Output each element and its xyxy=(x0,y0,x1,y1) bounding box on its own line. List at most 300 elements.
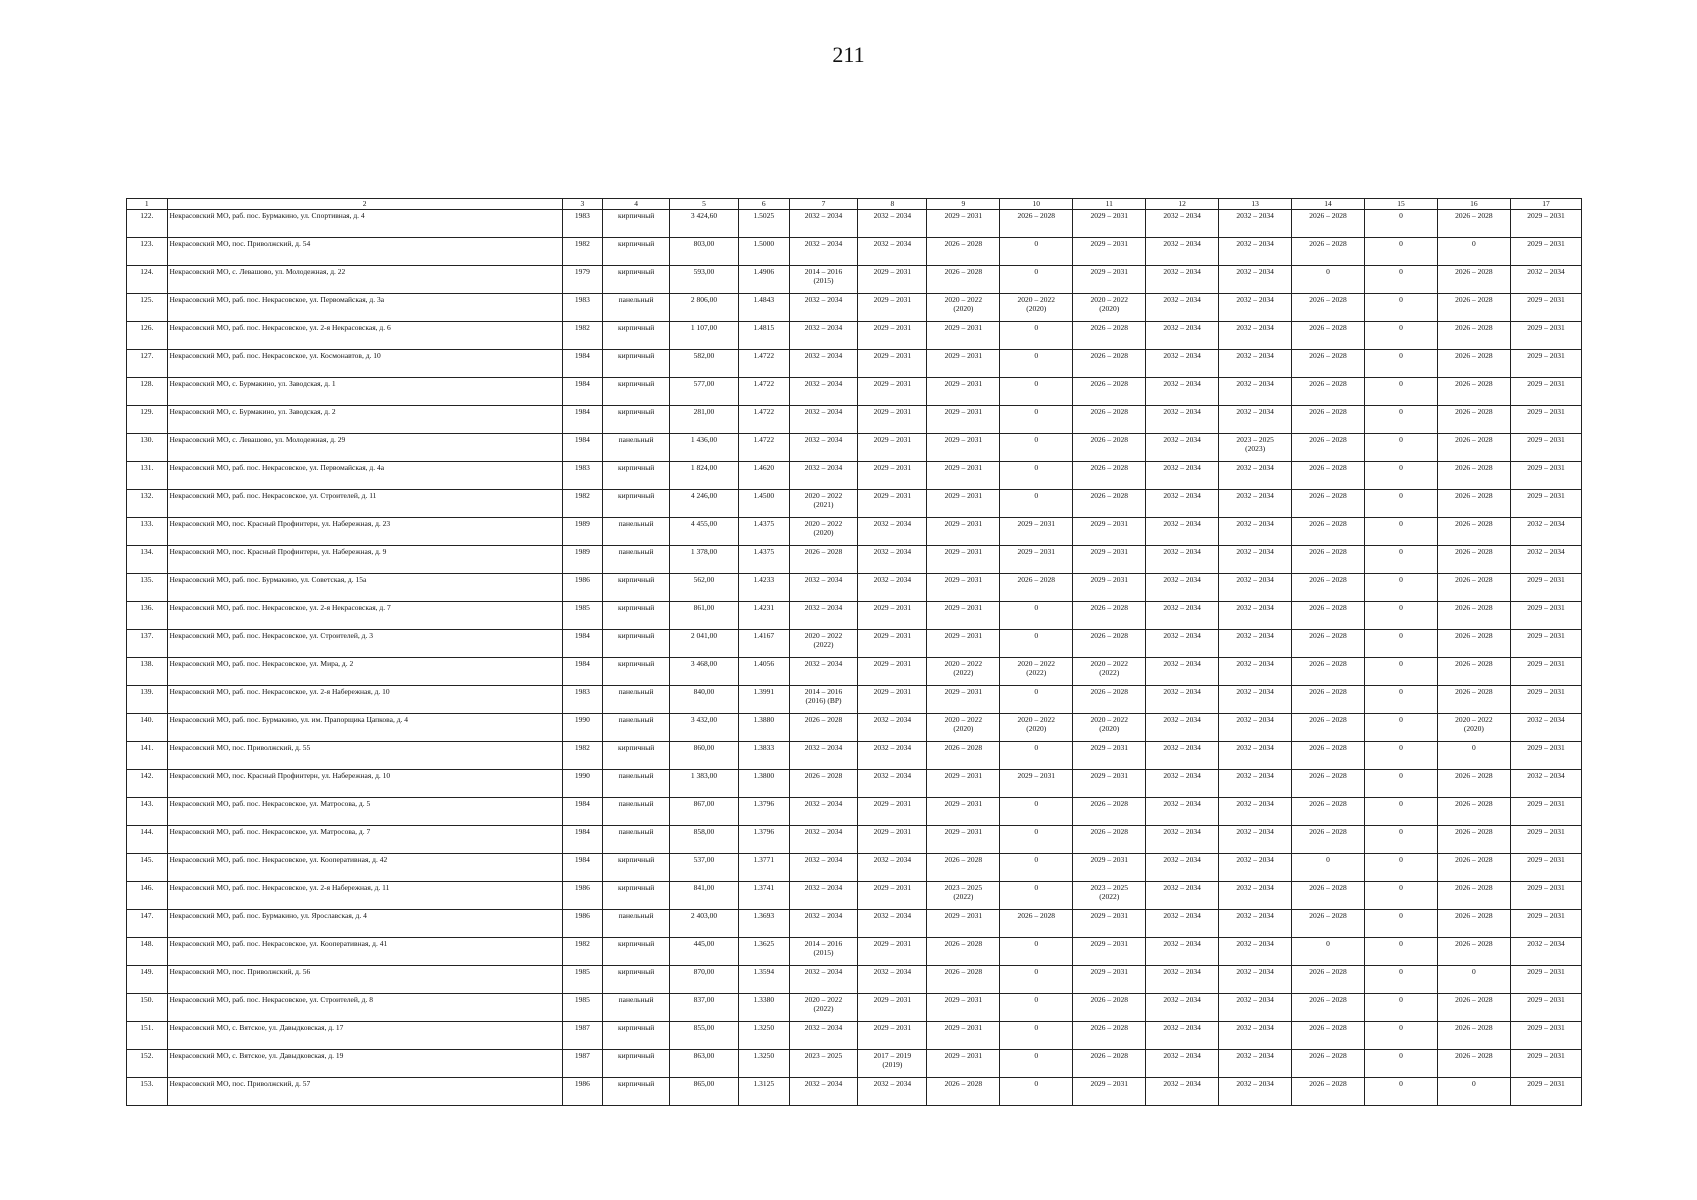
table-cell: 2026 – 2028 xyxy=(1292,658,1365,686)
table-cell: 0 xyxy=(1365,798,1438,826)
table-cell: 2032 – 2034 xyxy=(858,210,927,238)
table-cell: 1983 xyxy=(562,210,603,238)
table-cell: 2026 – 2028 xyxy=(1073,1022,1146,1050)
table-cell: 2032 – 2034 xyxy=(1146,518,1219,546)
table-cell: 2032 – 2034 xyxy=(789,1078,858,1106)
row-number-cell: 147. xyxy=(127,910,168,938)
table-cell: 2032 – 2034 xyxy=(1219,238,1292,266)
table-cell: 2029 – 2031 xyxy=(1510,826,1581,854)
table-cell: 1982 xyxy=(562,322,603,350)
table-cell: 2029 – 2031 xyxy=(1073,574,1146,602)
table-cell: 2026 – 2028 xyxy=(1073,322,1146,350)
table-cell: 0 xyxy=(1365,1022,1438,1050)
table-cell: 1.3380 xyxy=(738,994,789,1022)
table-cell: 2023 – 2025 (2022) xyxy=(1073,882,1146,910)
table-cell: 2026 – 2028 xyxy=(1437,658,1510,686)
table-cell: 2032 – 2034 xyxy=(1219,266,1292,294)
column-header: 5 xyxy=(670,199,739,210)
table-cell: 2029 – 2031 xyxy=(1510,602,1581,630)
table-cell: 2026 – 2028 xyxy=(1437,210,1510,238)
column-header: 13 xyxy=(1219,199,1292,210)
table-cell: 2014 – 2016 (2015) xyxy=(789,938,858,966)
table-cell: 2020 – 2022 (2022) xyxy=(789,630,858,658)
row-number-cell: 130. xyxy=(127,434,168,462)
table-cell: 0 xyxy=(1365,770,1438,798)
table-cell: кирпичный xyxy=(603,1022,670,1050)
table-cell: 1 378,00 xyxy=(670,546,739,574)
table-cell: 0 xyxy=(1000,322,1073,350)
table-cell: 4 455,00 xyxy=(670,518,739,546)
row-number-cell: 135. xyxy=(127,574,168,602)
table-header-row xyxy=(127,199,1582,210)
table-cell: 2032 – 2034 xyxy=(1510,938,1581,966)
table-row xyxy=(127,686,1582,714)
table-row xyxy=(127,854,1582,882)
table-cell: 1 107,00 xyxy=(670,322,739,350)
column-header: 10 xyxy=(1000,199,1073,210)
address-cell: Некрасовский МО, раб. пос. Некрасовское, ул. Первомайская, д. 4а xyxy=(167,462,562,490)
table-cell: 840,00 xyxy=(670,686,739,714)
table-cell: 2029 – 2031 xyxy=(858,350,927,378)
table-cell: кирпичный xyxy=(603,574,670,602)
table-cell: 2032 – 2034 xyxy=(1510,714,1581,742)
table-cell: 0 xyxy=(1365,966,1438,994)
table-cell: 0 xyxy=(1292,854,1365,882)
table-cell: 2032 – 2034 xyxy=(1219,994,1292,1022)
table-cell: 1.3625 xyxy=(738,938,789,966)
table-row xyxy=(127,1022,1582,1050)
table-cell: 1.3250 xyxy=(738,1050,789,1078)
table-cell: 1986 xyxy=(562,882,603,910)
table-cell: 1.4722 xyxy=(738,434,789,462)
table-cell: 2032 – 2034 xyxy=(1219,826,1292,854)
table-cell: 2032 – 2034 xyxy=(1146,630,1219,658)
table-cell: 2032 – 2034 xyxy=(789,826,858,854)
row-number-cell: 140. xyxy=(127,714,168,742)
table-cell: 863,00 xyxy=(670,1050,739,1078)
table-row xyxy=(127,910,1582,938)
table-cell: 2020 – 2022 (2022) xyxy=(789,994,858,1022)
address-cell: Некрасовский МО, с. Левашово, ул. Молодежная, д. 22 xyxy=(167,266,562,294)
table-cell: 2026 – 2028 xyxy=(1292,686,1365,714)
table-cell: 2029 – 2031 xyxy=(1073,938,1146,966)
table-cell: кирпичный xyxy=(603,854,670,882)
table-cell: 2032 – 2034 xyxy=(1146,294,1219,322)
table-cell: 2026 – 2028 xyxy=(1437,546,1510,574)
table-cell: 2029 – 2031 xyxy=(1073,1078,1146,1106)
table-cell: 1.4906 xyxy=(738,266,789,294)
table-cell: 2032 – 2034 xyxy=(1219,1078,1292,1106)
table-cell: 1.4843 xyxy=(738,294,789,322)
table-cell: 2032 – 2034 xyxy=(1219,686,1292,714)
table-cell: 2029 – 2031 xyxy=(927,1050,1000,1078)
table-cell: 2032 – 2034 xyxy=(789,966,858,994)
table-cell: 2032 – 2034 xyxy=(1146,994,1219,1022)
address-cell: Некрасовский МО, раб. пос. Некрасовское, ул. Строителей, д. 11 xyxy=(167,490,562,518)
table-cell: 0 xyxy=(1365,714,1438,742)
table-cell: 2029 – 2031 xyxy=(1510,490,1581,518)
address-cell: Некрасовский МО, раб. пос. Бурмакино, ул. Ярославская, д. 4 xyxy=(167,910,562,938)
table-cell: 0 xyxy=(1365,294,1438,322)
table-cell: 2026 – 2028 xyxy=(1292,1050,1365,1078)
table-row xyxy=(127,966,1582,994)
table-cell: 2026 – 2028 xyxy=(789,714,858,742)
table-cell: 2020 – 2022 (2022) xyxy=(1000,658,1073,686)
table-cell: 1984 xyxy=(562,378,603,406)
table-row xyxy=(127,714,1582,742)
table-cell: 2032 – 2034 xyxy=(789,658,858,686)
table-cell: 2026 – 2028 xyxy=(1073,994,1146,1022)
table-cell: 2032 – 2034 xyxy=(1219,462,1292,490)
table-cell: 2029 – 2031 xyxy=(858,826,927,854)
table-cell: 2032 – 2034 xyxy=(1219,854,1292,882)
address-cell: Некрасовский МО, раб. пос. Некрасовское, ул. 2-я Набережная, д. 11 xyxy=(167,882,562,910)
address-cell: Некрасовский МО, раб. пос. Некрасовское, ул. Кооперативная, д. 42 xyxy=(167,854,562,882)
table-cell: 3 424,60 xyxy=(670,210,739,238)
table-cell: 2032 – 2034 xyxy=(789,462,858,490)
row-number-cell: 123. xyxy=(127,238,168,266)
table-row xyxy=(127,518,1582,546)
table-cell: 1987 xyxy=(562,1050,603,1078)
table-cell: 2029 – 2031 xyxy=(927,994,1000,1022)
table-cell: 2020 – 2022 (2020) xyxy=(1073,294,1146,322)
table-cell: 2032 – 2034 xyxy=(858,966,927,994)
table-cell: 1.3771 xyxy=(738,854,789,882)
table-cell: 2032 – 2034 xyxy=(789,602,858,630)
table-cell: 2 403,00 xyxy=(670,910,739,938)
address-cell: Некрасовский МО, пос. Красный Профинтерн, ул. Набережная, д. 9 xyxy=(167,546,562,574)
table-cell: 2032 – 2034 xyxy=(1146,490,1219,518)
address-cell: Некрасовский МО, раб. пос. Некрасовское, ул. Первомайская, д. 3а xyxy=(167,294,562,322)
table-cell: 0 xyxy=(1365,630,1438,658)
table-cell: 855,00 xyxy=(670,1022,739,1050)
table-cell: 837,00 xyxy=(670,994,739,1022)
table-cell: 0 xyxy=(1365,826,1438,854)
table-cell: 2032 – 2034 xyxy=(1146,714,1219,742)
table-cell: 2029 – 2031 xyxy=(1073,546,1146,574)
table-cell: 867,00 xyxy=(670,798,739,826)
table-cell: 2032 – 2034 xyxy=(1219,1022,1292,1050)
table-cell: 0 xyxy=(1000,378,1073,406)
table-cell: 841,00 xyxy=(670,882,739,910)
address-cell: Некрасовский МО, раб. пос. Некрасовское, ул. Строителей, д. 8 xyxy=(167,994,562,1022)
row-number-cell: 124. xyxy=(127,266,168,294)
table-cell: 2032 – 2034 xyxy=(858,238,927,266)
table-cell: 2029 – 2031 xyxy=(927,462,1000,490)
table-cell: 2029 – 2031 xyxy=(1510,658,1581,686)
table-cell: 2020 – 2022 (2020) xyxy=(927,714,1000,742)
table-cell: 0 xyxy=(1000,742,1073,770)
table-cell: 2032 – 2034 xyxy=(1219,210,1292,238)
table-cell: 2029 – 2031 xyxy=(858,798,927,826)
table-cell: панельный xyxy=(603,546,670,574)
table-row xyxy=(127,882,1582,910)
table-cell: 2026 – 2028 xyxy=(1292,1078,1365,1106)
table-cell: 577,00 xyxy=(670,378,739,406)
table-cell: 2032 – 2034 xyxy=(1146,798,1219,826)
table-cell: 0 xyxy=(1365,238,1438,266)
table-cell: кирпичный xyxy=(603,630,670,658)
table-cell: 2026 – 2028 xyxy=(1292,798,1365,826)
table-cell: 0 xyxy=(1365,1078,1438,1106)
table-row xyxy=(127,210,1582,238)
table-cell: 2029 – 2031 xyxy=(858,1022,927,1050)
table-cell: 2032 – 2034 xyxy=(1146,938,1219,966)
row-number-cell: 129. xyxy=(127,406,168,434)
table-cell: 1985 xyxy=(562,602,603,630)
table-row xyxy=(127,826,1582,854)
row-number-cell: 138. xyxy=(127,658,168,686)
table-cell: 2032 – 2034 xyxy=(1146,1078,1219,1106)
table-cell: 2029 – 2031 xyxy=(927,770,1000,798)
table-cell: 2026 – 2028 xyxy=(1073,350,1146,378)
row-number-cell: 152. xyxy=(127,1050,168,1078)
table-cell: 1989 xyxy=(562,518,603,546)
table-cell: 2032 – 2034 xyxy=(1146,266,1219,294)
table-cell: 858,00 xyxy=(670,826,739,854)
row-number-cell: 128. xyxy=(127,378,168,406)
table-cell: 2026 – 2028 xyxy=(1292,294,1365,322)
table-cell: 2029 – 2031 xyxy=(1073,966,1146,994)
row-number-cell: 151. xyxy=(127,1022,168,1050)
table-cell: 2032 – 2034 xyxy=(1219,742,1292,770)
table-cell: 1983 xyxy=(562,462,603,490)
column-header: 1 xyxy=(127,199,168,210)
address-cell: Некрасовский МО, с. Левашово, ул. Молодежная, д. 29 xyxy=(167,434,562,462)
table-cell: кирпичный xyxy=(603,938,670,966)
table-cell: 2026 – 2028 xyxy=(1437,994,1510,1022)
table-cell: панельный xyxy=(603,294,670,322)
table-cell: 2032 – 2034 xyxy=(789,406,858,434)
table-cell: 2026 – 2028 xyxy=(1437,686,1510,714)
table-cell: 2026 – 2028 xyxy=(1437,322,1510,350)
table-cell: 1.5025 xyxy=(738,210,789,238)
row-number-cell: 125. xyxy=(127,294,168,322)
table-cell: 2029 – 2031 xyxy=(858,434,927,462)
table-cell: 2026 – 2028 xyxy=(1437,1022,1510,1050)
table-cell: кирпичный xyxy=(603,1078,670,1106)
table-cell: 0 xyxy=(1365,602,1438,630)
table-row xyxy=(127,406,1582,434)
table-cell: 2032 – 2034 xyxy=(1219,490,1292,518)
table-cell: 2026 – 2028 xyxy=(927,238,1000,266)
table-cell: 2029 – 2031 xyxy=(1510,322,1581,350)
table-cell: 2032 – 2034 xyxy=(858,1078,927,1106)
table-cell: 1987 xyxy=(562,1022,603,1050)
table-cell: 0 xyxy=(1365,742,1438,770)
table-cell: 2032 – 2034 xyxy=(1146,434,1219,462)
table-cell: 2032 – 2034 xyxy=(789,210,858,238)
table-cell: 0 xyxy=(1365,1050,1438,1078)
table-cell: 2029 – 2031 xyxy=(1510,966,1581,994)
table-cell: 2032 – 2034 xyxy=(789,910,858,938)
address-cell: Некрасовский МО, раб. пос. Бурмакино, ул. Советская, д. 15а xyxy=(167,574,562,602)
table-cell: 2029 – 2031 xyxy=(1510,462,1581,490)
table-cell: 2029 – 2031 xyxy=(1510,350,1581,378)
table-cell: 2026 – 2028 xyxy=(1292,770,1365,798)
table-cell: 2032 – 2034 xyxy=(789,742,858,770)
table-cell: 2029 – 2031 xyxy=(927,1022,1000,1050)
table-cell: 2026 – 2028 xyxy=(1073,686,1146,714)
table-cell: 2029 – 2031 xyxy=(927,546,1000,574)
table-row xyxy=(127,462,1582,490)
table-cell: 2026 – 2028 xyxy=(1437,854,1510,882)
table-cell: 2026 – 2028 xyxy=(1000,574,1073,602)
table-cell: 2029 – 2031 xyxy=(858,266,927,294)
address-cell: Некрасовский МО, пос. Красный Профинтерн, ул. Набережная, д. 23 xyxy=(167,518,562,546)
table-cell: 2029 – 2031 xyxy=(1510,210,1581,238)
table-cell: 2026 – 2028 xyxy=(927,742,1000,770)
table-cell: кирпичный xyxy=(603,406,670,434)
address-cell: Некрасовский МО, раб. пос. Некрасовское, ул. 2-я Некрасовская, д. 6 xyxy=(167,322,562,350)
table-cell: 2032 – 2034 xyxy=(1146,658,1219,686)
table-cell: 537,00 xyxy=(670,854,739,882)
table-cell: 2026 – 2028 xyxy=(1437,798,1510,826)
table-cell: 2032 – 2034 xyxy=(1219,518,1292,546)
table-cell: 2032 – 2034 xyxy=(1219,658,1292,686)
table-cell: 2029 – 2031 xyxy=(1510,854,1581,882)
table-cell: 2026 – 2028 xyxy=(1073,630,1146,658)
table-cell: 1.3796 xyxy=(738,826,789,854)
table-cell: 2026 – 2028 xyxy=(1292,966,1365,994)
table-cell: 2032 – 2034 xyxy=(1146,966,1219,994)
table-cell: 0 xyxy=(1000,826,1073,854)
table-cell: 2032 – 2034 xyxy=(1146,322,1219,350)
table-cell: 2026 – 2028 xyxy=(1292,574,1365,602)
table-cell: 2020 – 2022 (2020) xyxy=(1000,714,1073,742)
table-cell: 1979 xyxy=(562,266,603,294)
table-cell: 1.4815 xyxy=(738,322,789,350)
table-cell: 2026 – 2028 xyxy=(789,770,858,798)
address-cell: Некрасовский МО, раб. пос. Некрасовское, ул. 2-я Набережная, д. 10 xyxy=(167,686,562,714)
table-cell: 0 xyxy=(1365,574,1438,602)
table-cell: панельный xyxy=(603,434,670,462)
page-number: 211 xyxy=(832,42,865,67)
table-cell: 1982 xyxy=(562,238,603,266)
table-cell: 2032 – 2034 xyxy=(1219,938,1292,966)
table-cell: 593,00 xyxy=(670,266,739,294)
table-cell: 2026 – 2028 xyxy=(927,966,1000,994)
table-cell: 2029 – 2031 xyxy=(1510,294,1581,322)
table-cell: 1986 xyxy=(562,910,603,938)
table-cell: 2029 – 2031 xyxy=(1510,882,1581,910)
table-cell: 2026 – 2028 xyxy=(1073,798,1146,826)
table-cell: 2017 – 2019 (2019) xyxy=(858,1050,927,1078)
table-cell: 2026 – 2028 xyxy=(1437,770,1510,798)
column-header: 17 xyxy=(1510,199,1581,210)
table-cell: 2029 – 2031 xyxy=(927,322,1000,350)
table-cell: 0 xyxy=(1000,350,1073,378)
row-number-cell: 126. xyxy=(127,322,168,350)
table-cell: 2032 – 2034 xyxy=(1219,1050,1292,1078)
row-number-cell: 146. xyxy=(127,882,168,910)
table-cell: 1.4722 xyxy=(738,350,789,378)
table-cell: 1983 xyxy=(562,294,603,322)
table-cell: 2026 – 2028 xyxy=(1292,910,1365,938)
table-cell: 2026 – 2028 xyxy=(927,266,1000,294)
address-cell: Некрасовский МО, раб. пос. Некрасовское, ул. Кооперативная, д. 41 xyxy=(167,938,562,966)
table-cell: панельный xyxy=(603,994,670,1022)
table-cell: 1.3125 xyxy=(738,1078,789,1106)
table-cell: 2032 – 2034 xyxy=(1219,630,1292,658)
table-cell: 281,00 xyxy=(670,406,739,434)
column-header: 4 xyxy=(603,199,670,210)
table-cell: 2029 – 2031 xyxy=(1073,518,1146,546)
table-cell: 582,00 xyxy=(670,350,739,378)
table-cell: 2032 – 2034 xyxy=(1510,266,1581,294)
table-row xyxy=(127,434,1582,462)
table-cell: 0 xyxy=(1437,238,1510,266)
table-cell: 0 xyxy=(1365,406,1438,434)
table-cell: 2032 – 2034 xyxy=(858,742,927,770)
table-cell: 2032 – 2034 xyxy=(1146,770,1219,798)
table-cell: 1985 xyxy=(562,966,603,994)
table-cell: 0 xyxy=(1000,686,1073,714)
table-cell: 1985 xyxy=(562,994,603,1022)
table-cell: 2026 – 2028 xyxy=(1073,1050,1146,1078)
row-number-cell: 144. xyxy=(127,826,168,854)
table-cell: 860,00 xyxy=(670,742,739,770)
table-cell: 2026 – 2028 xyxy=(927,938,1000,966)
table-cell: 2032 – 2034 xyxy=(789,854,858,882)
table-cell: 2032 – 2034 xyxy=(1510,546,1581,574)
table-cell: 2026 – 2028 xyxy=(1292,714,1365,742)
table-row xyxy=(127,490,1582,518)
table-cell: 2029 – 2031 xyxy=(927,910,1000,938)
table-cell: панельный xyxy=(603,826,670,854)
table-cell: 2026 – 2028 xyxy=(927,1078,1000,1106)
table-cell: 2029 – 2031 xyxy=(927,574,1000,602)
column-header: 16 xyxy=(1437,199,1510,210)
table-cell: 2014 – 2016 (2015) xyxy=(789,266,858,294)
table-cell: 2032 – 2034 xyxy=(1219,966,1292,994)
table-row xyxy=(127,574,1582,602)
table-cell: 2032 – 2034 xyxy=(789,350,858,378)
table-cell: кирпичный xyxy=(603,210,670,238)
table-cell: 2026 – 2028 xyxy=(1437,910,1510,938)
table-row xyxy=(127,1078,1582,1106)
table-cell: 2029 – 2031 xyxy=(1510,434,1581,462)
table-cell: 2032 – 2034 xyxy=(1219,910,1292,938)
table-cell: 0 xyxy=(1000,966,1073,994)
table-cell: 2026 – 2028 xyxy=(1437,294,1510,322)
table-cell: 2029 – 2031 xyxy=(1000,770,1073,798)
row-number-cell: 127. xyxy=(127,350,168,378)
table-cell: 2029 – 2031 xyxy=(858,406,927,434)
table-cell: 2032 – 2034 xyxy=(858,574,927,602)
table-cell: 2026 – 2028 xyxy=(1437,434,1510,462)
table-cell: 2026 – 2028 xyxy=(1292,882,1365,910)
address-cell: Некрасовский МО, раб. пос. Бурмакино, ул. Спортивная, д. 4 xyxy=(167,210,562,238)
table-cell: 2032 – 2034 xyxy=(789,574,858,602)
table-cell: 2029 – 2031 xyxy=(1510,238,1581,266)
table-cell: 1.4167 xyxy=(738,630,789,658)
address-cell: Некрасовский МО, пос. Приволжский, д. 57 xyxy=(167,1078,562,1106)
table-cell: 865,00 xyxy=(670,1078,739,1106)
table-cell: 1.3796 xyxy=(738,798,789,826)
table-cell: 2032 – 2034 xyxy=(1146,1050,1219,1078)
table-cell: 2026 – 2028 xyxy=(1437,462,1510,490)
table-cell: 2029 – 2031 xyxy=(1510,1022,1581,1050)
table-cell: 2026 – 2028 xyxy=(1437,938,1510,966)
table-cell: 0 xyxy=(1292,266,1365,294)
table-cell: 2032 – 2034 xyxy=(1146,406,1219,434)
table-cell: 2032 – 2034 xyxy=(1219,350,1292,378)
table-row xyxy=(127,378,1582,406)
table-cell: 2026 – 2028 xyxy=(1437,266,1510,294)
table-cell: 0 xyxy=(1000,266,1073,294)
table-cell: 2026 – 2028 xyxy=(1073,602,1146,630)
